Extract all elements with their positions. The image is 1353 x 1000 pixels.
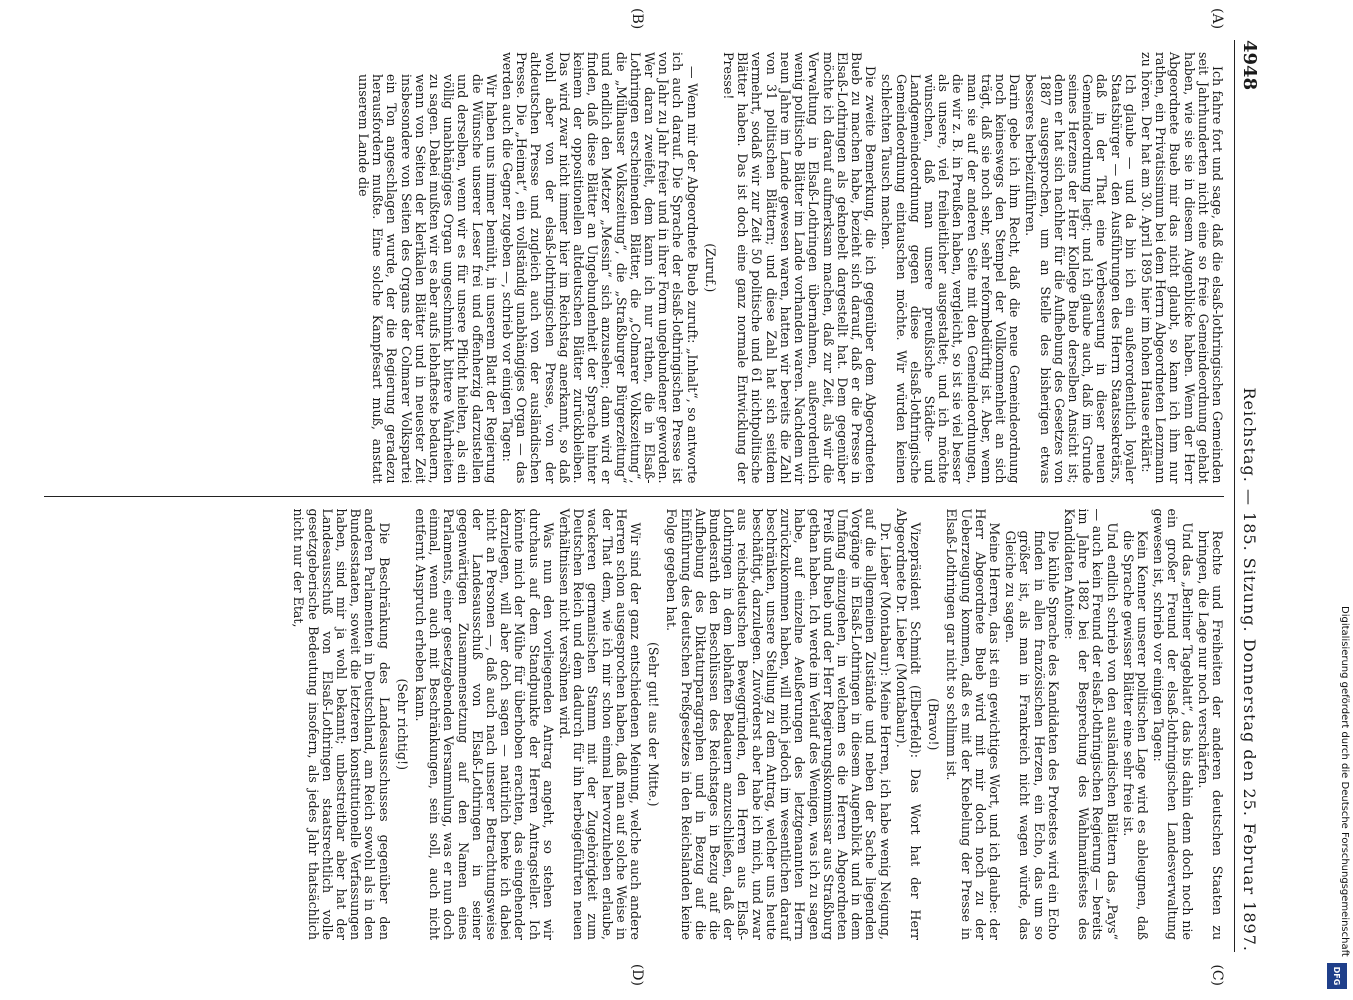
paragraph: Und das „Berliner Tageblatt“, das bis dahin denn doch noch nie ein großer Freund der elsaß-lothringischen Landesverwaltung gewesen ist, schrieb vor einigen Tagen:: [1151, 508, 1195, 940]
page-title: Reichstag. — 185. Sitzung. Donnerstag den 25. Februar 1897.: [1240, 387, 1259, 952]
interjection: (Bravo!): [926, 698, 942, 751]
margin-marker-c: (C): [1209, 964, 1225, 986]
interjection: (Sehr richtig!): [394, 678, 410, 770]
left-column: [44, 8, 1225, 496]
speaker-paragraph: Vizepräsident Schmidt (Elberfeld): Das Wort hat der Herr Abgeordnete Dr. Lieber (Montabaur).: [893, 508, 923, 940]
dfg-logo-icon: DFG: [1327, 963, 1347, 989]
paragraph: Und endlich schrieb von den ausländischen Blättern das „Pays“ — auch kein Freund der elsaß-lothringischen Regierung — bereits im Jahre 1882 bei der Besprechung des Wahlmanifestes des Kandidaten Antoine:: [1061, 508, 1120, 940]
quotation: Darin gebe ich ihm Recht, daß die neue Gemeindeordnung noch keineswegs den Stempel der Vollkommenheit an sich trägt, daß sie noch sehr, sehr reformbedürftig ist. Aber, wenn man sie auf der anderen Seite mit den Gemeindeordnungen, die wir z. B. in Preußen haben, vergleicht, so ist sie viel besser als unsere, viel freiheitlicher ausgestaltet; und ich möchte wünschen, daß man unsere preußische Städte- und Landgemeindeordnung gegen diese elsaß-lothringische Gemeindeordnung eintauschen möchte. Wir würden keinen schlechten Tausch machen.: [879, 74, 1023, 484]
paragraph: Wir sind der ganz entschiedenen Meinung, welche auch andere Herren schon ausgesprochen haben, daß man auf solche Weise in der That dem, wie ich mir schon einmal hervorzuheben erlaube, wackeren germanischen Stamm mit der Zugehörigkeit zum Deutschen Reich und dem dadurch für ihn herbeigeführten neuen Verhältnissen nicht versöhnen wird.: [557, 508, 644, 940]
quotation: Rechte und Freiheiten der anderen deutschen Staaten zu bringen, die Lage nur noch verschärfen.: [1195, 530, 1225, 940]
interjection: (Zuruf.): [702, 243, 718, 293]
page-header: [1234, 40, 1260, 952]
margin-marker-b: (B): [629, 8, 645, 30]
digitization-sidebar: [1320, 0, 1353, 1000]
interjection: (Sehr gut! aus der Mitte.): [646, 642, 662, 807]
margin-marker-d: (D): [629, 963, 645, 986]
right-column: [44, 496, 1225, 986]
text-columns: [44, 8, 1225, 986]
funding-notice: Digitalisierung gefördert durch die Deutsche Forschungsgemeinschaft: [1339, 606, 1350, 957]
paragraph: Die Beschränkung des Landesausschusses gegenüber den anderen Parlamenten in Deutschland, am Reich sowohl als in den Bundesstaaten, soweit die letzteren konstitutionelle Verfassungen haben, sind mir ja wohl bekannt; unbestreitbar aber hat der Landesausschuß von Elsaß-Lothringen staatsrechtlich volle gesetzgeberische Bedeutung insofern, als jedes Jahr thatsächlich nicht nur der Etat,: [291, 508, 392, 940]
page-number: 4948: [1239, 40, 1260, 91]
paragraph: — Wenn mir der Abgeordnete Bueb zuruft: „Inhalt“, so antworte ich auch darauf. Die Sprache der elsaß-lothringischen Presse ist von Jahr zu Jahr freier und in ihrer Form ungebundener geworden. Wer daran zweifelt, dem kann ich nur rathen, die in Elsaß-Lothringen erscheinenden Blätter, die „Colmarer Volkszeitung“, die „Mülhauser Volkszeitung“, die „Straßburger Bürgerzeitung“ und endlich den Metzer „Messin“ sich anzusehen; dann wird er finden, daß diese Blätter an Ungebundenheit der Sprache hinter keinem der oppositionellen altdeutschen Blätter zurückbleiben. Das wird zwar nicht immer hier im Reichstag anerkannt, so daß wohl aber von der elsaß-lothringischen Presse, von der altdeutschen Presse und zugleich auch von der ausländischen Presse. Die „Heimat“, ein vollständig unabhängiges Organ — das werden auch die Gegner zugeben —, schrieb vor einigen Tagen:: [500, 52, 700, 484]
paragraph: Die zweite Bemerkung, die ich gegenüber dem Abgeordneten Bueb zu machen habe, bezieht sich darauf, daß er die Presse in Elsaß-Lothringen als geknebelt dargestellt hat. Dem gegenüber möchte ich darauf aufmerksam machen, daß zur Zeit, als wir die Verwaltung in Elsaß-Lothringen übernahmen, außerordentlich wenig politische Blätter im Lande vorhanden waren. Nachdem wir neun Jahre im Lande gewesen waren, hatten wir bereits die Zahl von 31 politischen Blättern; und diese Zahl hat sich seitdem vermehrt, sodaß wir zur Zeit 50 politische und 61 nichtpolitische Blätter haben. Das ist doch eine ganz normale Entwicklung der Presse!: [721, 52, 879, 484]
quotation: Wir haben uns immer bemüht, in unserem Blatt der Regierung die Wünsche unserer Leser frei und offenherzig darzustellen und derselben, wenn wir es für unsere Pflicht hielten, als ein völlig unabhängiges Organ ungeschminkt bittere Wahrheiten zu sagen. Dabei mußten wir es aber aufs lebhafteste bedauern, wenn von Seiten der klerikalen Blätter und in neuester Zeit insbesondere von Seiten des Organs der Colmarer Volkspartei ein Ton angeschlagen wurde, der die Regierung geradezu herausfordern mußte. Eine solche Kampfesart muß, anstatt unserem Lande die: [356, 74, 499, 484]
paragraph: Was nun den vorliegenden Antrag angeht, so stehen wir durchaus auf dem Standpunkte der Herren Antragsteller. Ich könnte mich der Mühe für überhoben erachten, das eingehender darzulegen, will aber doch sagen — natürlich benke ich dabei nicht an Personen —, daß auch nach unserer Betrachtungsweise der Landesausschuß von Elsaß-Lothringen in seiner gegenwärtigen Zusammensetzung auf den Namen eines Parlaments, einer gesetzgebenden Versammlung, was er nun doch einmal, wenn auch mit Beschränkungen, sein soll, auch nicht entfernt Anspruch erheben kann.: [413, 508, 556, 940]
quotation: Die kühle Sprache des Kandidaten des Protestes wird ein Echo finden in allen französischen Herzen, ein Echo, das um so größer ist, als man in Frankreich nicht wagen würde, das Gleiche zu sagen.: [1003, 530, 1061, 940]
speaker-paragraph: Dr. Lieber (Montabaur): Meine Herren, ich habe wenig Neigung, auf die allgemeinen Zustände und neben der Sache liegenden Vorgänge in Elsaß-Lothringen in diesem Augenblick und in dem Umfang einzugehen, in welchem es die Herren Abgeordneten Preiß und Bueb und der Herr Regierungskommissar aus Straßburg gethan haben. Ich werde im Verlauf des Wenigen, was ich zu sagen habe, auf einzelne Aeußerungen des letztgenannten Herrn zurückzukommen haben, will mich jedoch im wesentlichen darauf beschränken, unsere Stellung zu dem Antrag, welcher uns heute beschäftigt, darzulegen. Zuvörderst aber habe ich mich, und zwar aus reichsdeutschen Beweggründen, den Herren aus Elsaß-Lothringen in dem lebhaften Bedauern anzuschließen, daß der Bundesrath den Beschlüssen des Reichstages in Bezug auf die Aufhebung des Diktaturparagraphen und in Bezug auf die Einführung des deutschen Preßgesetzes in den Reichslanden keine Folge gegeben hat.: [664, 508, 893, 940]
margin-marker-a: (A): [1209, 8, 1225, 30]
paragraph: Meine Herren, das ist ein gewichtiges Wort, und ich glaube: der Herr Abgeordnete Bueb wird mit mir doch noch zu der Ueberzeugung kommen, daß es mit der Knebelung der Presse in Elsaß-Lothringen gar nicht so schlimm ist.: [944, 508, 1002, 940]
paragraph: Ich fahre fort und sage, daß die elsaß-lothringischen Gemeinden seit Jahrhunderten nicht eine so freie Gemeindeordnung gehabt haben, wie sie sie in diesem Augenblicke haben. Wenn der Herr Abgeordnete Bueb mir das nicht glaubt, so kann ich ihm nur rathen, ein Privatissimum bei dem Herrn Abgeordneten Lenzmann zu hören. Der hat am 30. April 1895 hier im hohen Hause erklärt:: [1138, 52, 1225, 484]
quotation: Kein Kenner unserer politischen Lage wird es ableugnen, daß die Sprache gewisser Blätter eine sehr freie ist.: [1120, 530, 1150, 940]
quotation: Ich glaube — und da bin ich ein außerordentlich loyaler Staatsbürger — den Ausführungen des Herrn Staatssekretärs, daß in der That eine Verbesserung in dieser neuen Gemeindeordnung liegt; und ich glaube auch, daß im Grunde seines Herzens der Herr Kollege Bueb derselben Ansicht ist; denn er hat sich nachher für die Aufhebung des Gesetzes von 1887 ausgesprochen, um an Stelle des bisherigen etwas besseres herbeizuführen.: [1023, 74, 1138, 484]
